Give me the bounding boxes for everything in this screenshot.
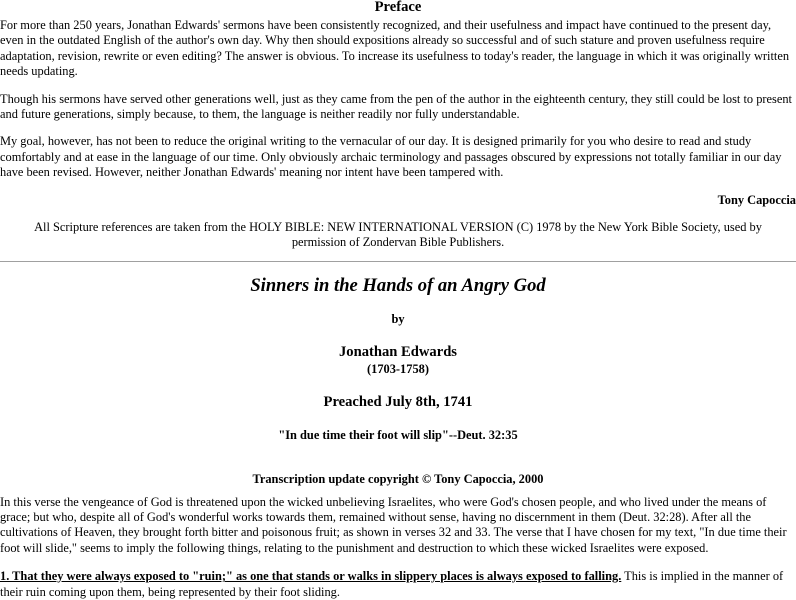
preface-paragraph-2: Though his sermons have served other generations well, just as they came from the pen of the author in the eighteenth century, they still could be lost to present and future generations, simply because, to them, the language is neither readily nor fully understandable.	[0, 91, 792, 122]
preface-paragraph-1: For more than 250 years, Jonathan Edwards' sermons have been consistently recognized, and their usefulness and impact have continued to the present day, even in the outdated English of the author's own day. Why then should expositions already so successful and of such stature and proven usefulness require adaptation, revision, rewrite or even editing? The answer is obvious. To increase its usefulness to today's reader, the language in which it was originally written needs updating.	[0, 18, 790, 79]
sermon-point-one-lead: 1. That they were always exposed to "ruin;" as one that stands or walks in slippery places is always exposed to falling.	[0, 569, 622, 584]
sermon-by: by	[391, 311, 405, 326]
preface-paragraph-3: My goal, however, has not been to reduce the original writing to the vernacular of our day. It is designed primarily for you who desire to read and study comfortably and at ease in the language of our time. Only obviously archaic terminology and passages obscured by expressions not totally familiar in our day have been revised. However, neither Jonathan Edwards' meaning nor intent have been tampered with.	[0, 134, 782, 180]
sermon-title: Sinners in the Hands of an Angry God	[250, 274, 546, 296]
scripture-note: All Scripture references are taken from the HOLY BIBLE: NEW INTERNATIONAL VERSION (C) 1978 by the New York Bible Society, used by permission of Zondervan Bible Publishers.	[34, 220, 762, 250]
sermon-point-one-rest: This is implied in the manner of their ruin coming upon them, being represented by their foot sliding.	[0, 569, 784, 599]
sermon-author-dates: (1703-1758)	[367, 362, 429, 377]
sermon-intro-paragraph: In this verse the vengeance of God is threatened upon the wicked unbelieving Israelites, who were God's chosen people, and who lived under the means of grace; but who, despite all of God's wonderful works towards them, remained without sense, having no discernment in them (Deut. 32:28). After all the cultivations of Heaven, they brought forth bitter and poisonous fruit; as shown in verses 32 and 33. The verse that I have chosen for my text, "In due time their foot will slide," seems to imply the following things, relating to the punishment and destruction to which these wicked Israelites were exposed.	[0, 494, 787, 555]
section-divider	[0, 261, 796, 262]
sermon-author: Jonathan Edwards	[338, 344, 457, 361]
sermon-text-verse: "In due time their foot will slip"--Deut. 32:35	[278, 427, 518, 442]
preface-signoff: Tony Capoccia	[717, 192, 796, 207]
sermon-point-one	[0, 569, 796, 600]
sermon-preached-date: Preached July 8th, 1741	[323, 393, 473, 410]
transcription-copyright: Transcription update copyright © Tony Capoccia, 2000	[252, 472, 544, 487]
preface-title: Preface	[374, 0, 422, 15]
